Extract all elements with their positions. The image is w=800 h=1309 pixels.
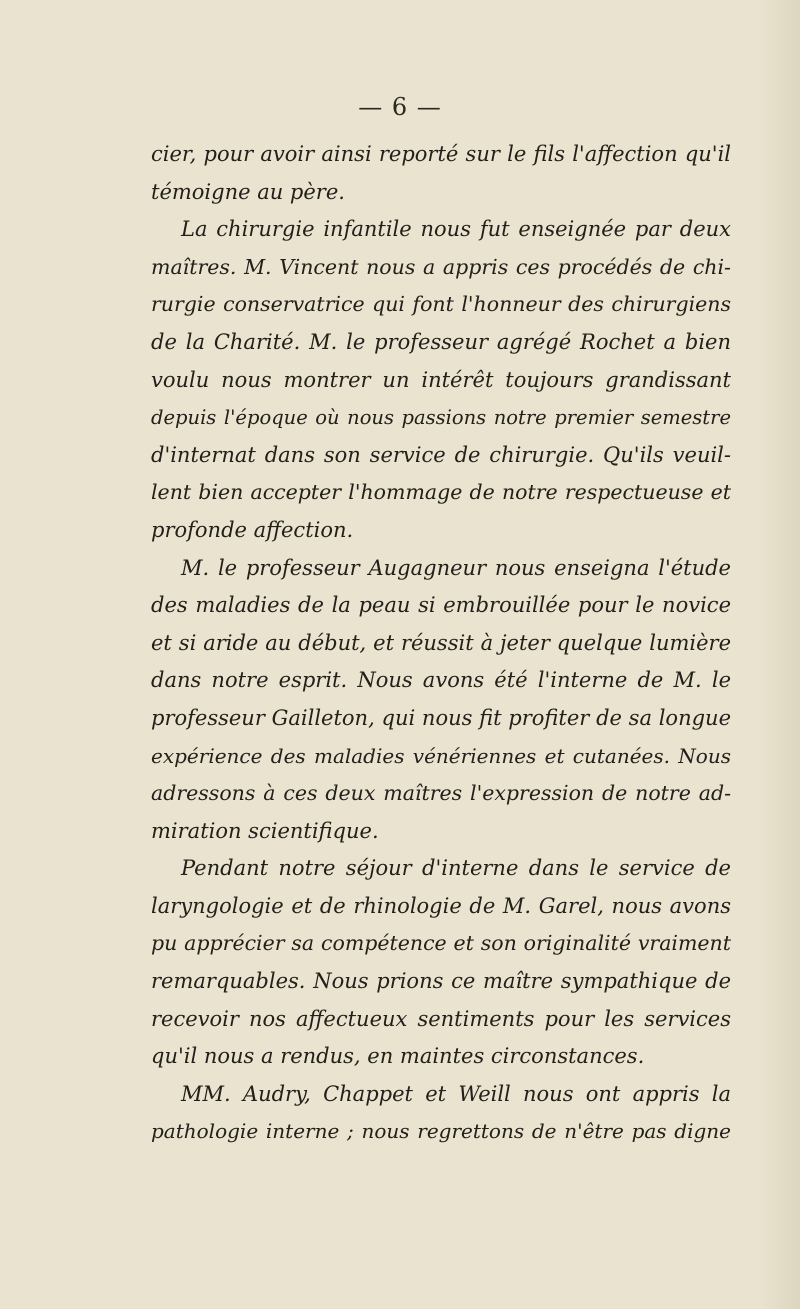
page-number: — 6 — <box>358 93 442 121</box>
text-line: MM. Audry, Chappet et Weill nous ont appris la <box>181 1081 731 1106</box>
text-line: qu'il nous a rendus, en maintes circonstances. <box>151 1044 645 1069</box>
text-line: Pendant notre séjour d'interne dans le service de <box>181 856 731 881</box>
text-line: pathologie interne ; nous regrettons de n'être pas digne <box>151 1119 731 1144</box>
text-line: miration scientifique. <box>151 818 379 843</box>
text-line: pu apprécier sa compétence et son originalité vraiment <box>151 931 731 956</box>
body-text <box>151 136 731 1151</box>
text-line: maîtres. M. Vincent nous a appris ces procédés de chi- <box>151 254 731 279</box>
text-line: M. le professeur Augagneur nous enseigna l'étude <box>181 555 731 580</box>
text-line: depuis l'époque où nous passions notre premier semestre <box>151 406 731 430</box>
text-line: des maladies de la peau si embrouillée pour le novice <box>151 593 731 618</box>
text-line: lent bien accepter l'hommage de notre respectueuse et <box>151 480 731 505</box>
text-line: professeur Gailleton, qui nous fit profiter de sa longue <box>151 705 731 730</box>
text-line: cier, pour avoir ainsi reporté sur le fils l'affection qu'il <box>151 142 731 166</box>
text-line: laryngologie et de rhinologie de M. Garel, nous avons <box>151 893 731 918</box>
text-line: témoigne au père. <box>151 179 345 204</box>
text-line: rurgie conservatrice qui font l'honneur des chirurgiens <box>151 292 731 317</box>
page-edge-shadow <box>760 0 800 1309</box>
text-line: et si aride au début, et réussit à jeter quelque lumière <box>151 630 731 655</box>
text-line: profonde affection. <box>151 517 354 542</box>
text-line: remarquables. Nous prions ce maître sympathique de <box>151 969 731 994</box>
text-line: expérience des maladies vénériennes et cutanées. Nous <box>151 743 731 768</box>
text-line: dans notre esprit. Nous avons été l'interne de M. le <box>151 668 731 693</box>
text-line: d'internat dans son service de chirurgie. Qu'ils veuil- <box>151 442 731 467</box>
text-line: recevoir nos affectueux sentiments pour les services <box>151 1006 731 1031</box>
text-line: voulu nous montrer un intérêt toujours grandissant <box>151 367 731 392</box>
text-line: de la Charité. M. le professeur agrégé Rochet a bien <box>151 329 731 354</box>
text-line: adressons à ces deux maîtres l'expression de notre ad- <box>151 781 731 806</box>
text-line: La chirurgie infantile nous fut enseignée par deux <box>181 217 731 242</box>
